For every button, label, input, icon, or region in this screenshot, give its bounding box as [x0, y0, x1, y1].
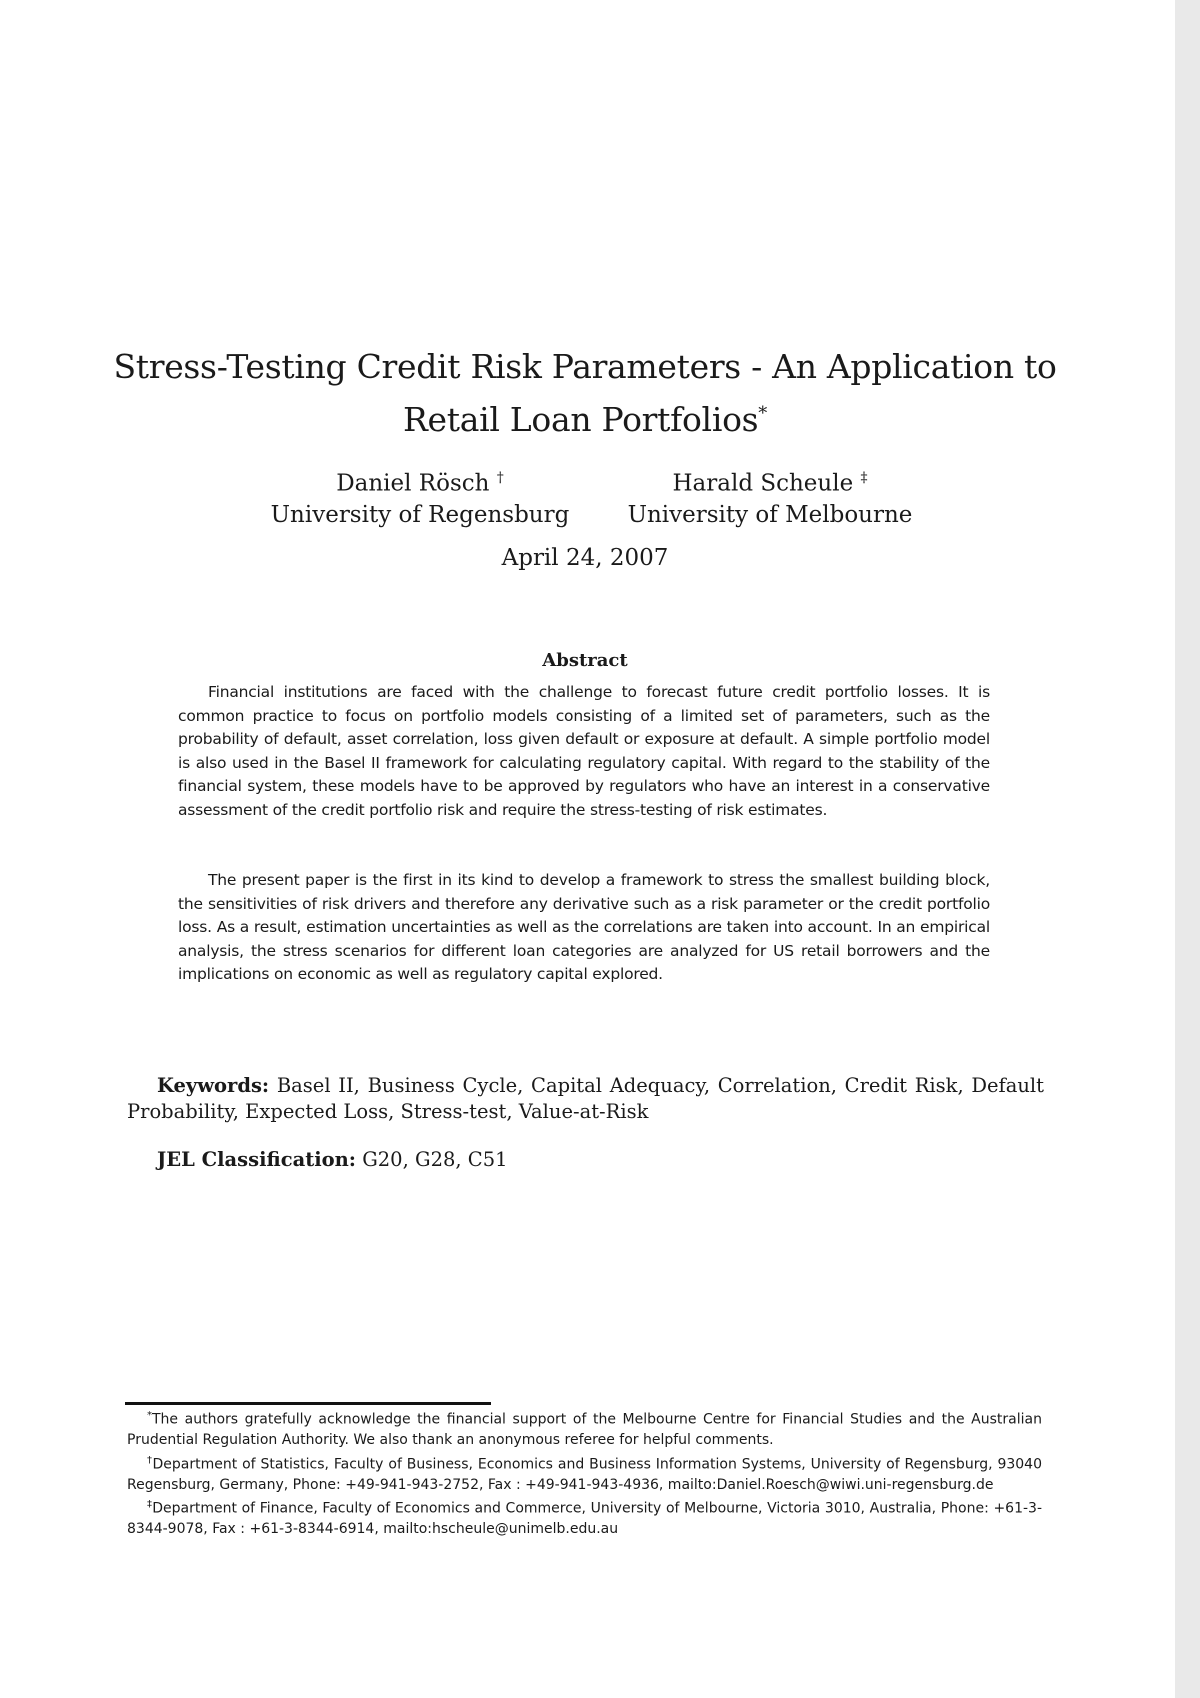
author-block-2 — [615, 463, 925, 531]
footnote-rule — [125, 1402, 491, 1405]
abstract-paragraph-2: The present paper is the first in its kind to develop a framework to stress the smallest building block, the sensitivities of risk drivers and therefore any derivative such as a risk parameter or the credit portfolio loss. As a result, estimation uncertainties as well as the correlations are taken into account. In an empirical analysis, the stress scenarios for different loan categories are analyzed for US retail borrowers and the implications on economic as well as regulatory capital explored. — [178, 871, 990, 983]
author-name-text: Harald Scheule — [672, 470, 854, 497]
footnote-mark: * — [147, 1410, 152, 1421]
footnotes — [127, 1406, 1042, 1540]
author-name — [255, 463, 585, 500]
author-affiliation: University of Melbourne — [627, 501, 913, 528]
jel-label: JEL Classification: — [157, 1148, 356, 1171]
jel-text: G20, G28, C51 — [362, 1148, 508, 1171]
footnote-mark: † — [147, 1454, 153, 1466]
footnote-mark: ‡ — [147, 1499, 153, 1511]
footnote-text: Department of Finance, Faculty of Economics and Commerce, University of Melbourne, Victoria 3010, Australia, Phone: +61-3-8344-9078, Fax : +61-3-8344-6914, mailto:hscheule@unimelb.edu.au — [127, 1500, 1043, 1538]
keywords-label: Keywords: — [157, 1074, 270, 1097]
paper-date: April 24, 2007 — [501, 545, 669, 571]
jel-line — [127, 1148, 1044, 1171]
author-footnote-mark: † — [496, 470, 504, 486]
footnote — [127, 1495, 1042, 1540]
footnote — [127, 1451, 1042, 1496]
keywords-line — [127, 1073, 1044, 1125]
abstract-paragraph-1: Financial institutions are faced with the challenge to forecast future credit portfolio losses. It is common practice to focus on portfolio models consisting of a limited set of parameters, such as the probability of default, asset correlation, loss given default or exposure at default. A simple portfolio model is also used in the Basel II framework for calculating regulatory capital. With regard to the stability of the financial system, these models have to be approved by regulators who have an interest in a conservative assessment of the credit portfolio risk and require the stress-testing of risk estimates. — [178, 683, 990, 819]
paper-title-text: Stress-Testing Credit Risk Parameters - An Application to Retail Loan Portfolios — [113, 347, 1057, 439]
footnote-text: Department of Statistics, Faculty of Business, Economics and Business Information Systems, University of Regensburg, 93040 Regensburg, Germany, Phone: +49-941-943-2752, Fax : +49-941-943-4936, mailto:Daniel.Roesch@wiwi.uni-regensburg.de — [127, 1456, 1042, 1493]
author-affiliation: University of Regensburg — [270, 501, 570, 528]
footnote-text: The authors gratefully acknowledge the financial support of the Melbourne Centre for Financial Studies and the Australian Prudential Regulation Authority. We also thank an anonymous referee for helpful comments. — [127, 1411, 1042, 1449]
keywords-text: Basel II, Business Cycle, Capital Adequacy, Correlation, Credit Risk, Default Probability, Expected Loss, Stress-test, Value-at-Risk — [127, 1074, 1044, 1123]
author-name — [615, 463, 925, 500]
title-footnote-mark: * — [758, 403, 767, 424]
author-name-text: Daniel Rösch — [336, 470, 490, 497]
paper-title — [100, 343, 1070, 443]
author-block-1 — [255, 463, 585, 531]
footnote — [127, 1406, 1042, 1451]
author-footnote-mark: ‡ — [860, 470, 868, 486]
abstract-heading: Abstract — [542, 650, 628, 671]
